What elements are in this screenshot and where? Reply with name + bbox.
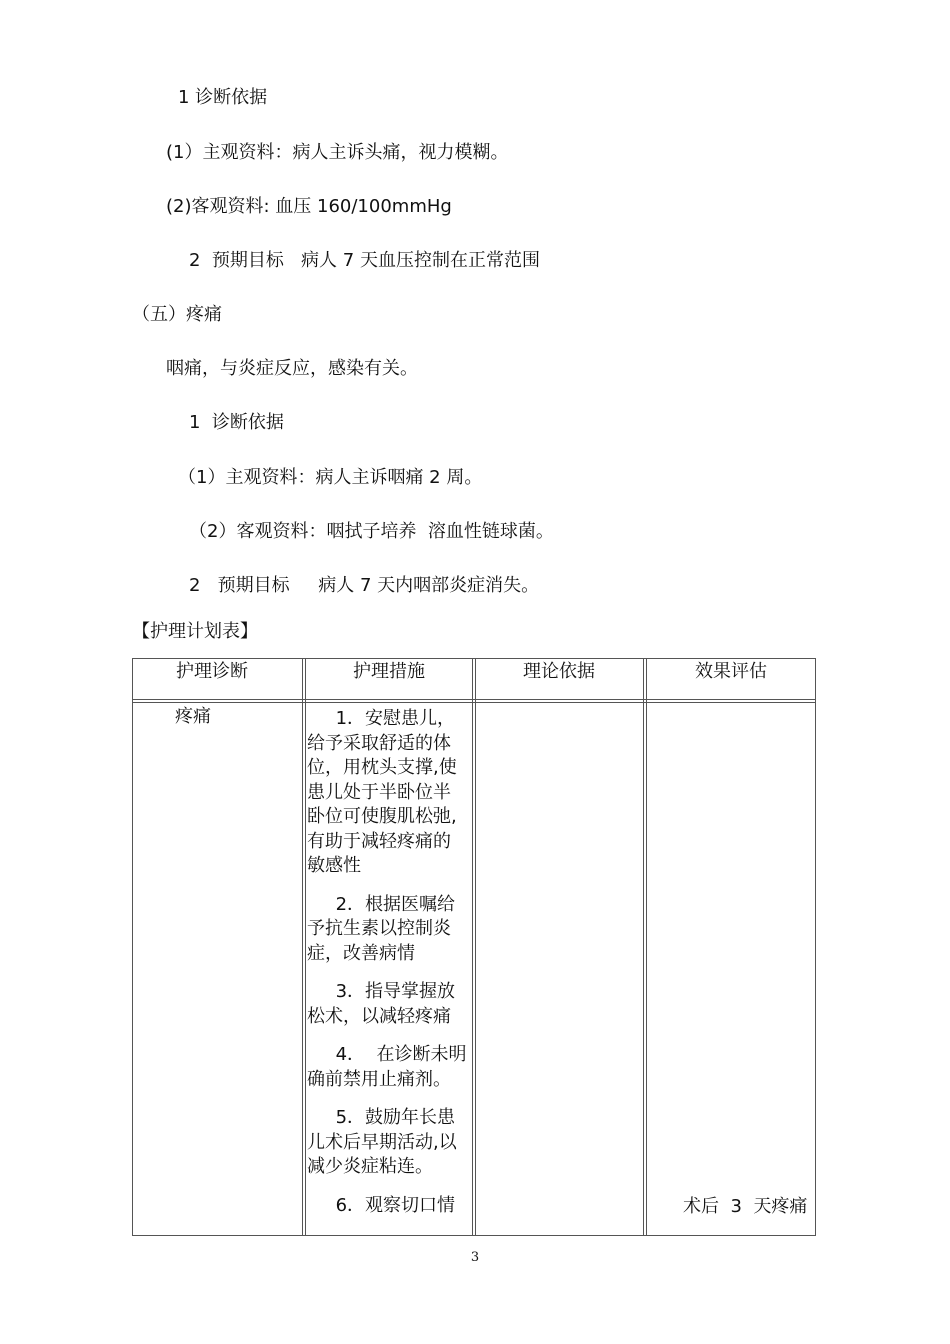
expected-goal-1: 2 预期目标 病人 7 天血压控制在正常范围	[189, 250, 540, 271]
subjective-data-2: （1）主观资料：病人主诉咽痛 2 周。	[178, 467, 483, 488]
column-divider	[643, 659, 644, 1235]
measure-item: 5．鼓励年长患 儿术后早期活动,以 减少炎症粘连。	[307, 1107, 457, 1177]
measures-cell	[307, 707, 475, 1232]
objective-data-1: (2)客观资料: 血压 160/100mmHg	[166, 196, 452, 217]
diagnosis-basis-heading-2: 1 诊断依据	[189, 412, 284, 433]
nursing-plan-title: 【护理计划表】	[132, 621, 258, 642]
measure-item: 1．安慰患儿， 给予采取舒适的体 位，用枕头支撑,使 患儿处于半卧位半 卧位可使腹肌松弛, 有助于减轻疼痛的 敏感性	[307, 708, 457, 876]
section-heading-pain: （五）疼痛	[132, 304, 222, 325]
diagnosis-cell: 疼痛	[175, 706, 211, 727]
diagnosis-basis-heading-1: 1 诊断依据	[178, 87, 268, 108]
objective-data-2: （2）客观资料：咽拭子培养 溶血性链球菌。	[189, 521, 554, 542]
header-measures: 护理措施	[353, 661, 425, 682]
header-evaluation: 效果评估	[695, 661, 767, 682]
subjective-data-1: (1）主观资料：病人主诉头痛，视力模糊。	[166, 142, 509, 163]
evaluation-cell: 术后 3 天疼痛	[683, 1196, 808, 1217]
header-diagnosis: 护理诊断	[176, 661, 248, 682]
expected-goal-2: 2 预期目标 病人 7 天内咽部炎症消失。	[189, 575, 540, 596]
page-number: 3	[470, 1250, 480, 1265]
measure-item: 6．观察切口情	[307, 1194, 456, 1216]
header-rationale: 理论依据	[523, 661, 595, 682]
column-divider	[302, 659, 303, 1235]
measure-item: 3．指导掌握放 松术，以减轻疼痛	[307, 981, 456, 1027]
nursing-plan-table	[132, 658, 816, 1236]
measure-item: 4． 在诊断未明 确前禁用止痛剂。	[307, 1044, 467, 1090]
measure-item: 2．根据医嘱给 予抗生素以控制炎 症，改善病情	[307, 893, 456, 964]
header-divider	[133, 699, 815, 700]
diagnosis-statement: 咽痛，与炎症反应，感染有关。	[166, 358, 418, 379]
